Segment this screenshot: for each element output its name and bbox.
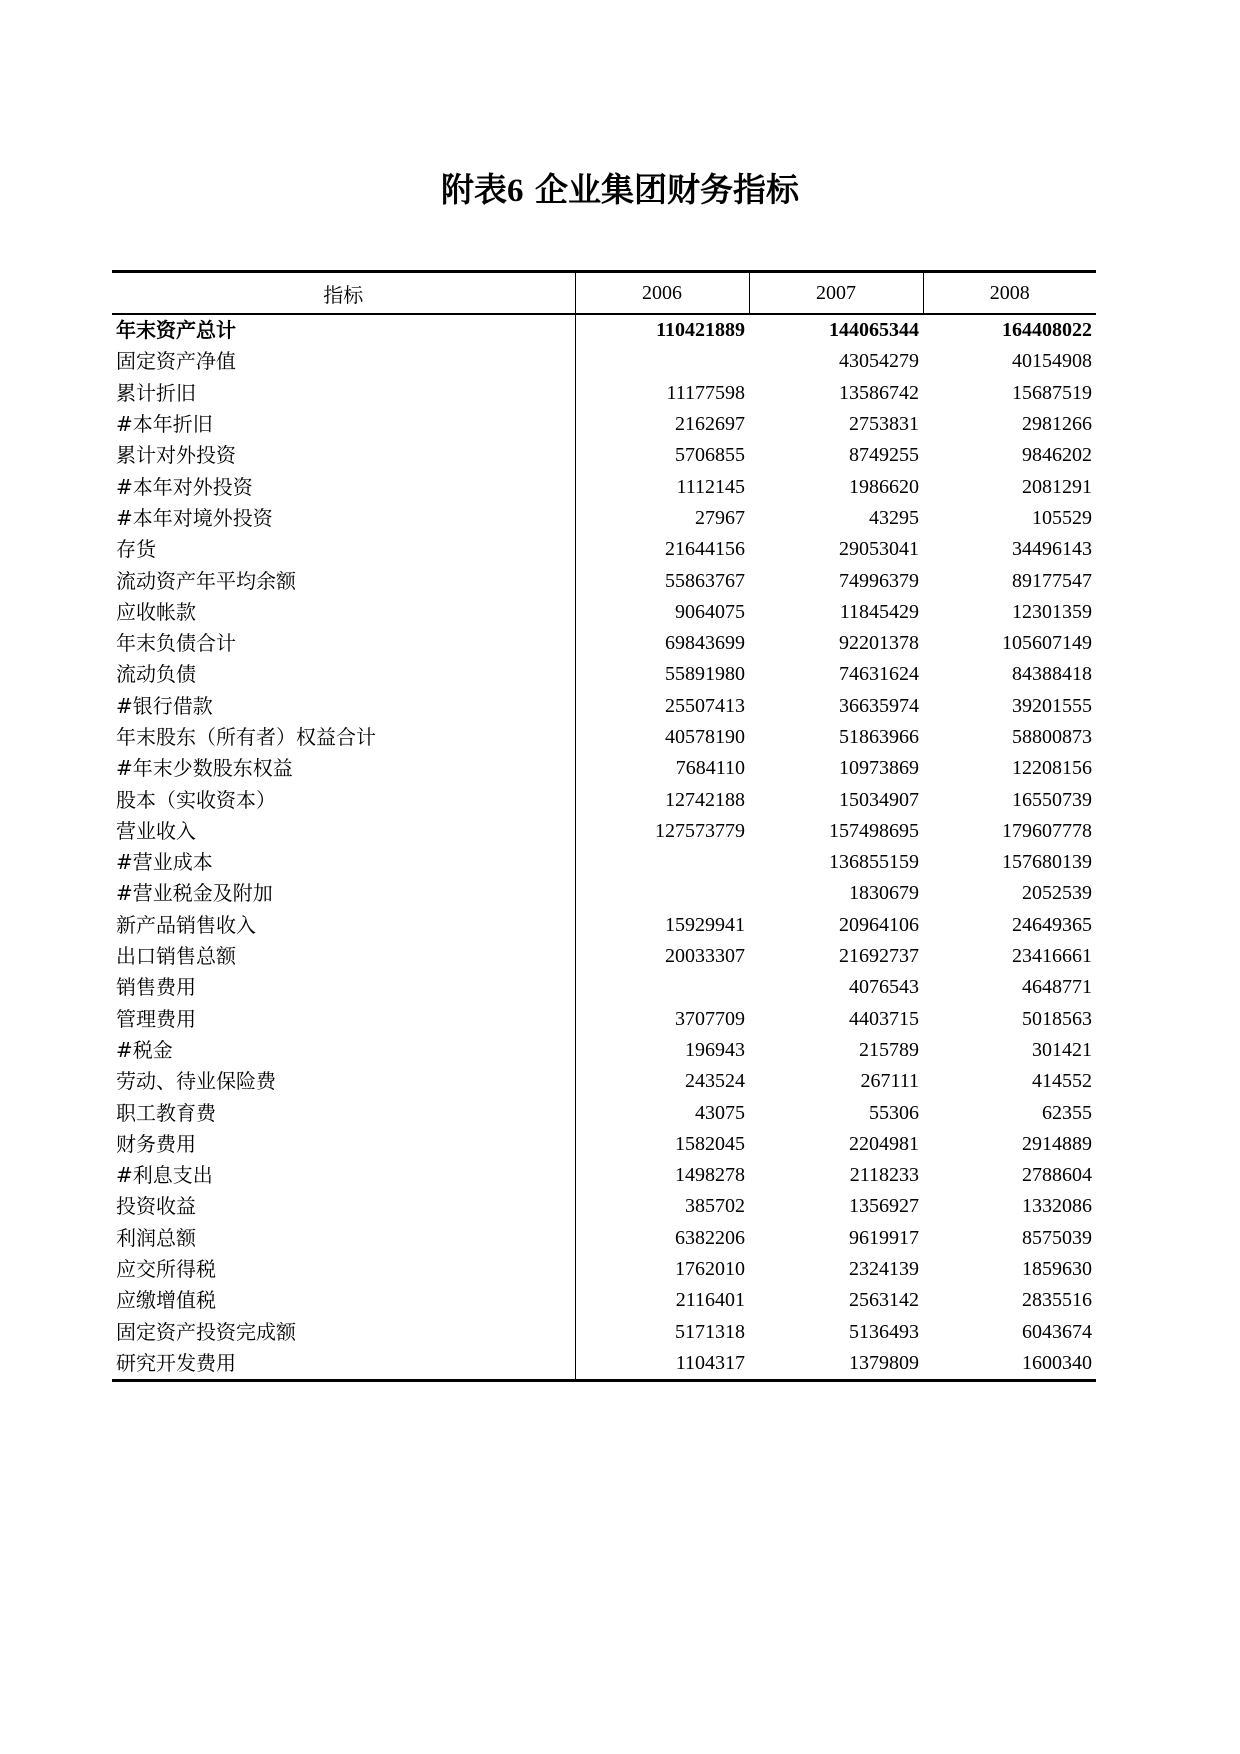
row-label: 营业收入	[112, 816, 575, 847]
cell-2007: 10973869	[839, 757, 919, 780]
cell-2006: 43075	[695, 1101, 745, 1124]
row-label: 累计对外投资	[112, 440, 575, 471]
row-label: 出口销售总额	[112, 941, 575, 972]
row-label: 应交所得税	[112, 1254, 575, 1285]
table-row	[112, 1348, 1096, 1381]
cell-2007: 144065344	[829, 319, 919, 342]
row-label: #营业成本	[112, 847, 575, 878]
table-row	[112, 1191, 1096, 1222]
cell-2008: 2081291	[1022, 475, 1092, 498]
cell-2007: 215789	[859, 1038, 919, 1061]
cell-2006: 6382206	[675, 1226, 745, 1249]
cell-2008: 84388418	[1012, 663, 1092, 686]
table-row	[112, 722, 1096, 753]
cell-2007: 74996379	[839, 569, 919, 592]
cell-2008: 105607149	[1002, 632, 1092, 655]
header-year-2006: 2006	[575, 272, 749, 315]
row-label: 销售费用	[112, 972, 575, 1003]
cell-2006	[575, 346, 749, 377]
table-row	[112, 1223, 1096, 1254]
table-row	[112, 1097, 1096, 1128]
cell-2007: 4403715	[849, 1007, 919, 1030]
cell-2007: 11845429	[839, 600, 919, 623]
row-label: 研究开发费用	[112, 1348, 575, 1381]
table-row	[112, 972, 1096, 1003]
table-row	[112, 440, 1096, 471]
cell-2008: 1859630	[1022, 1258, 1092, 1281]
cell-2007: 43295	[869, 506, 919, 529]
row-label: #税金	[112, 1035, 575, 1066]
header-year-2007: 2007	[749, 272, 923, 315]
row-label: 新产品销售收入	[112, 910, 575, 941]
cell-2007: 2563142	[849, 1289, 919, 1312]
table-row	[112, 1285, 1096, 1316]
cell-2008: 2052539	[1022, 882, 1092, 905]
cell-2006: 110421889	[656, 319, 745, 342]
financial-indicators-table	[112, 270, 1096, 1382]
table-row	[112, 753, 1096, 784]
cell-2006: 69843699	[665, 632, 745, 655]
row-label: 固定资产净值	[112, 346, 575, 377]
cell-2007: 136855159	[829, 851, 919, 874]
table-row	[112, 1254, 1096, 1285]
cell-2008: 12301359	[1012, 600, 1092, 623]
table-row	[112, 628, 1096, 659]
row-label: 年末资产总计	[112, 314, 575, 346]
table-row	[112, 503, 1096, 534]
cell-2007: 21692737	[839, 945, 919, 968]
cell-2007: 1356927	[849, 1195, 919, 1218]
row-label: 年末股东（所有者）权益合计	[112, 722, 575, 753]
title-prefix: 附表	[441, 170, 507, 209]
row-label: #利息支出	[112, 1160, 575, 1191]
cell-2008: 62355	[1042, 1101, 1092, 1124]
row-label: 股本（实收资本）	[112, 784, 575, 815]
table-row	[112, 1317, 1096, 1348]
cell-2007: 157498695	[829, 819, 919, 842]
table-row	[112, 910, 1096, 941]
cell-2006: 5706855	[675, 444, 745, 467]
cell-2006: 55863767	[665, 569, 745, 592]
row-label: 流动资产年平均余额	[112, 565, 575, 596]
cell-2007: 1830679	[849, 882, 919, 905]
row-label: 应缴增值税	[112, 1285, 575, 1316]
table-row	[112, 1066, 1096, 1097]
table-row	[112, 597, 1096, 628]
table-row	[112, 1129, 1096, 1160]
table-row	[112, 1160, 1096, 1191]
cell-2006: 1498278	[675, 1164, 745, 1187]
cell-2007: 51863966	[839, 726, 919, 748]
table-row	[112, 565, 1096, 596]
cell-2007: 20964106	[839, 913, 919, 936]
table-row	[112, 378, 1096, 409]
table-row	[112, 816, 1096, 847]
cell-2008: 2981266	[1022, 413, 1092, 436]
cell-2006: 21644156	[665, 538, 745, 561]
cell-2007: 15034907	[839, 788, 919, 811]
cell-2007: 2118233	[849, 1164, 919, 1187]
cell-2007: 92201378	[839, 632, 919, 655]
row-label: 固定资产投资完成额	[112, 1317, 575, 1348]
cell-2007: 5136493	[849, 1320, 919, 1343]
cell-2006: 9064075	[675, 600, 745, 623]
row-label: #本年对境外投资	[112, 503, 575, 534]
cell-2006: 127573779	[655, 819, 745, 842]
row-label: #年末少数股东权益	[112, 753, 575, 784]
cell-2006	[575, 847, 749, 878]
cell-2008: 23416661	[1012, 945, 1092, 968]
cell-2006: 196943	[685, 1038, 745, 1061]
cell-2006: 385702	[685, 1195, 745, 1218]
cell-2008: 58800873	[1012, 726, 1092, 748]
cell-2007: 2324139	[849, 1258, 919, 1281]
cell-2006: 12742188	[665, 788, 745, 811]
cell-2008: 6043674	[1022, 1320, 1092, 1343]
table-row	[112, 659, 1096, 690]
cell-2007: 29053041	[839, 538, 919, 561]
cell-2008: 8575039	[1022, 1226, 1092, 1249]
table-row	[112, 878, 1096, 909]
cell-2006: 1104317	[575, 1348, 749, 1381]
cell-2007: 1986620	[849, 475, 919, 498]
cell-2006: 15929941	[665, 913, 745, 936]
cell-2008: 1600340	[923, 1348, 1096, 1381]
table-row	[112, 1004, 1096, 1035]
cell-2006: 2162697	[675, 413, 745, 436]
cell-2007: 2204981	[849, 1132, 919, 1155]
cell-2008: 34496143	[1012, 538, 1092, 561]
table-row	[112, 691, 1096, 722]
row-label: 存货	[112, 534, 575, 565]
cell-2008: 1332086	[1022, 1195, 1092, 1218]
cell-2008: 2788604	[1022, 1164, 1092, 1187]
cell-2008: 2835516	[1022, 1289, 1092, 1312]
cell-2008: 164408022	[1002, 319, 1092, 342]
page-title	[0, 166, 1240, 215]
cell-2008: 414552	[1032, 1070, 1092, 1093]
cell-2008: 40154908	[1012, 350, 1092, 373]
cell-2008: 89177547	[1012, 569, 1092, 592]
cell-2006: 27967	[695, 506, 745, 529]
cell-2008: 2914889	[1022, 1132, 1092, 1155]
cell-2006: 243524	[685, 1070, 745, 1093]
row-label: 劳动、待业保险费	[112, 1066, 575, 1097]
row-label: #本年对外投资	[112, 471, 575, 502]
cell-2007: 36635974	[839, 694, 919, 717]
table-row	[112, 1035, 1096, 1066]
row-label: 年末负债合计	[112, 628, 575, 659]
cell-2008: 16550739	[1012, 788, 1092, 811]
header-year-2008: 2008	[923, 272, 1096, 315]
cell-2008: 15687519	[1012, 381, 1092, 404]
cell-2008: 301421	[1032, 1038, 1092, 1061]
table-row	[112, 314, 1096, 346]
cell-2006: 40578190	[665, 726, 745, 748]
cell-2008: 157680139	[1002, 851, 1092, 874]
cell-2006: 2116401	[675, 1289, 745, 1312]
row-label: 利润总额	[112, 1223, 575, 1254]
row-label: #营业税金及附加	[112, 878, 575, 909]
row-label: #本年折旧	[112, 409, 575, 440]
cell-2006: 1112145	[676, 475, 745, 498]
cell-2008: 9846202	[1022, 444, 1092, 467]
cell-2007: 8749255	[849, 444, 919, 467]
header-indicator: 指标	[112, 272, 575, 315]
cell-2006: 25507413	[665, 694, 745, 717]
cell-2007: 13586742	[839, 381, 919, 404]
title-suffix: 企业集团财务指标	[523, 170, 799, 209]
table-row	[112, 941, 1096, 972]
row-label: 应收帐款	[112, 597, 575, 628]
cell-2007: 1379809	[749, 1348, 923, 1381]
table-row	[112, 534, 1096, 565]
cell-2008: 105529	[1032, 506, 1092, 529]
cell-2006: 20033307	[665, 945, 745, 968]
cell-2008: 179607778	[1002, 819, 1092, 842]
cell-2007: 4076543	[849, 976, 919, 999]
row-label: #银行借款	[112, 691, 575, 722]
cell-2006: 1762010	[675, 1258, 745, 1281]
table-row	[112, 409, 1096, 440]
cell-2006	[575, 972, 749, 1003]
table-row	[112, 847, 1096, 878]
cell-2006: 11177598	[666, 381, 745, 404]
cell-2007: 267111	[860, 1070, 919, 1093]
cell-2007: 43054279	[839, 350, 919, 373]
cell-2008: 24649365	[1012, 913, 1092, 936]
cell-2008: 12208156	[1012, 757, 1092, 780]
table-row	[112, 346, 1096, 377]
cell-2008: 39201555	[1012, 694, 1092, 717]
row-label: 财务费用	[112, 1129, 575, 1160]
cell-2006	[575, 878, 749, 909]
cell-2006: 3707709	[675, 1007, 745, 1030]
cell-2008: 4648771	[1022, 976, 1092, 999]
cell-2006: 5171318	[675, 1320, 745, 1343]
cell-2006: 55891980	[665, 663, 745, 686]
row-label: 累计折旧	[112, 378, 575, 409]
cell-2007: 2753831	[849, 413, 919, 436]
cell-2008: 5018563	[1022, 1007, 1092, 1030]
row-label: 投资收益	[112, 1191, 575, 1222]
table-body	[112, 314, 1096, 1381]
title-number: 6	[507, 173, 524, 209]
row-label: 管理费用	[112, 1004, 575, 1035]
row-label: 职工教育费	[112, 1097, 575, 1128]
table-row	[112, 471, 1096, 502]
row-label: 流动负债	[112, 659, 575, 690]
cell-2006: 7684110	[675, 757, 745, 780]
cell-2007: 74631624	[839, 663, 919, 686]
table-row	[112, 784, 1096, 815]
cell-2007: 55306	[869, 1101, 919, 1124]
header-row	[112, 272, 1096, 315]
cell-2007: 9619917	[849, 1226, 919, 1249]
cell-2006: 1582045	[675, 1132, 745, 1155]
